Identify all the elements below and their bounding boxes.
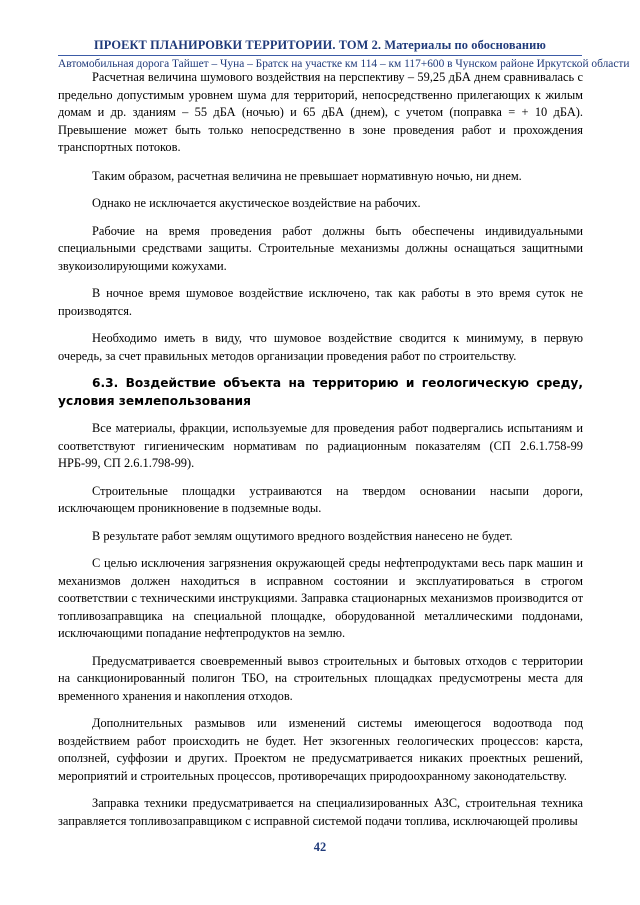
section-paragraph: Все материалы, фракции, используемые для проведения работ подвергались испытаниям и соответствуют гигиеническим нормативам по радиационным показателям (СП 2.6.1.758-99 НРБ-99, СП 2.6.1.798-99).: [58, 421, 583, 470]
section-paragraph: Предусматривается своевременный вывоз строительных и бытовых отходов с территории на санкционированный полигон ТБО, на строительных площадках предусмотрены места для временного хранения и накопления отходов.: [58, 653, 583, 703]
page-header: [58, 38, 630, 71]
body-paragraph: В ночное время шумовое воздействие исключено, так как работы в это время суток не производятся.: [58, 286, 583, 318]
body-paragraph: Таким образом, расчетная величина не превышает нормативную ночью, ни днем.: [92, 168, 522, 183]
page-number: 42: [313, 840, 327, 854]
body-paragraph: Рабочие на время проведения работ должны быть обеспечены индивидуальными специальными средствами защиты. Строительные механизмы должны оснащаться защитными звукоизолирующими кожухами.: [58, 223, 583, 273]
header-divider: [58, 55, 582, 56]
section-heading: 6.3. Воздействие объекта на территорию и геологическую среду, условия землепользования: [58, 376, 583, 408]
body-paragraph: Необходимо иметь в виду, что шумовое воздействие сводится к минимуму, в первую очередь, за счет правильных методов организации проведения работ по строительству.: [58, 331, 583, 363]
section-paragraph: Заправка техники предусматривается на специализированных АЗС, строительная техника заправляется топливозаправщиком с исправной системой подачи топлива, исключающей проливы: [58, 796, 583, 828]
section-paragraph: Строительные площадки устраиваются на твердом основании насыпи дороги, исключающем проникновение в подземные воды.: [58, 483, 583, 515]
section-paragraph: В результате работ землям ощутимого вредного воздействия нанесено не будет.: [92, 528, 513, 543]
page-body: [58, 69, 583, 840]
section-paragraph: Дополнительных размывов или изменений системы имеющегося водоотвода под воздействием работ происходить не будет. Нет экзогенных геологических процессов: карста, оползней, суффозии и других. Проектом не предусматривается никаких проектных решений, мероприятий и строительных процессов, противоречащих природоохранному законодательству.: [58, 716, 583, 783]
section-paragraph: С целью исключения загрязнения окружающей среды нефтепродуктами весь парк машин и механизмов должен находиться в исправном состоянии и эксплуатироваться в строгом соответствии с техническими инструкциями. Заправка стационарных механизмов производится от топливозаправщика на специальной площадке, оборудованной металлическими поддонами, исключающими попадание нефтепродуктов на землю.: [58, 556, 583, 640]
body-paragraph: Однако не исключается акустическое воздействие на рабочих.: [92, 196, 421, 210]
body-paragraph: Расчетная величина шумового воздействия на перспективу – 59,25 дБА днем сравнивалась с предельно допустимым уровнем шума для территорий, непосредственно прилегающих к жилым домам и др. зданиям – 55 дБА (ночью) и 65 дБА (днем), с учетом (поправка = + 10 дБА). Превышение может быть только непосредственно в зоне проведения работ и прохождения транспортных потоков.: [58, 70, 583, 154]
document-title: ПРОЕКТ ПЛАНИРОВКИ ТЕРРИТОРИИ. ТОМ 2. Материалы по обоснованию: [94, 38, 546, 52]
document-subtitle: Автомобильная дорога Тайшет – Чуна – Братск на участке км 114 – км 117+600 в Чунском районе Иркутской области: [58, 58, 630, 70]
